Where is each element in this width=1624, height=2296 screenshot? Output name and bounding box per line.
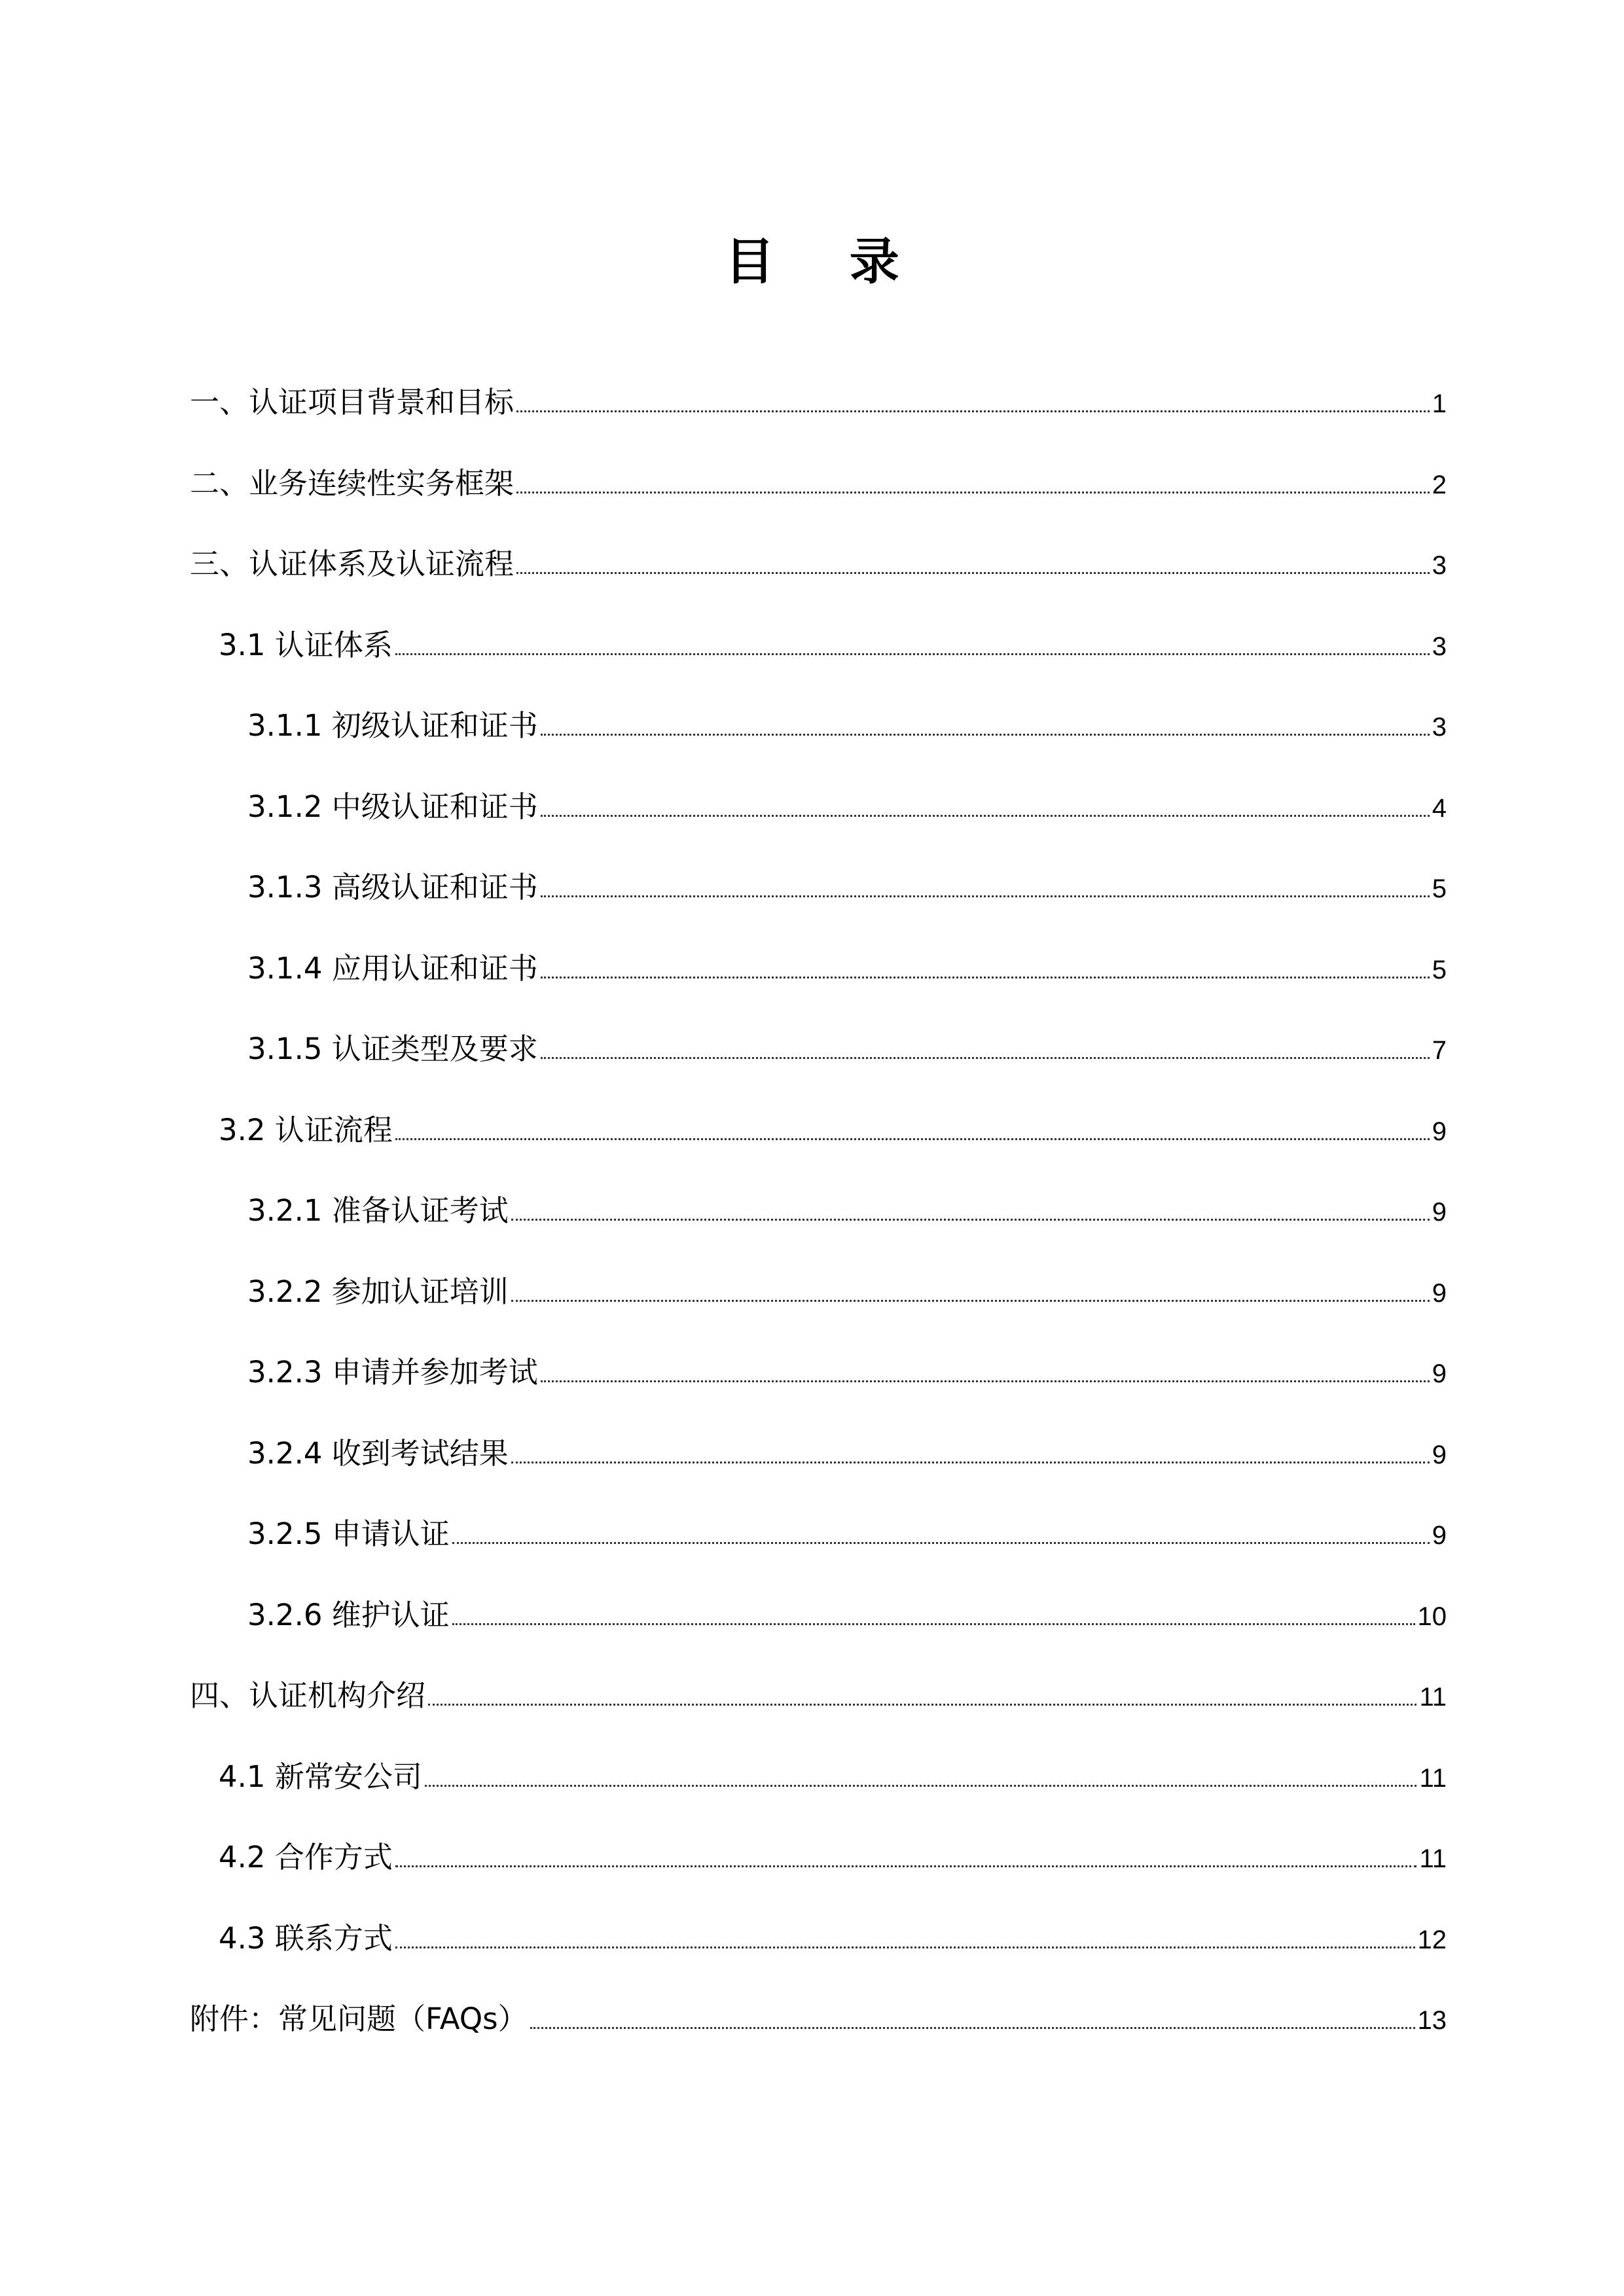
toc-dot-leader <box>511 1461 1430 1463</box>
toc-page-number: 4 <box>1432 793 1447 823</box>
toc-entry[interactable] <box>190 1835 1447 1916</box>
toc-page-number: 11 <box>1419 1763 1447 1793</box>
toc-entry-label: 3.1.5 认证类型及要求 <box>247 1031 538 1066</box>
toc-entry-label: 3.2.1 准备认证考试 <box>247 1193 509 1228</box>
toc-entry[interactable] <box>190 1188 1447 1269</box>
toc-entry-label: 4.3 联系方式 <box>219 1920 393 1956</box>
toc-page-number: 10 <box>1417 1602 1447 1631</box>
toc-entry-label: 3.1 认证体系 <box>219 627 393 662</box>
toc-page-number: 9 <box>1432 1117 1447 1146</box>
toc-entry-label: 3.1.3 高级认证和证书 <box>247 870 538 905</box>
toc-page-number: 13 <box>1417 2006 1447 2035</box>
toc-page-number: 11 <box>1419 1683 1447 1712</box>
toc-dot-leader <box>541 814 1430 817</box>
toc-entry[interactable] <box>190 1754 1447 1835</box>
toc-dot-leader <box>516 491 1430 493</box>
toc-entry-label: 3.2.3 申请并参加考试 <box>247 1355 538 1390</box>
toc-dot-leader <box>425 1784 1417 1787</box>
toc-dot-leader <box>452 1623 1415 1625</box>
toc-entry[interactable] <box>190 784 1447 865</box>
toc-entry[interactable] <box>190 541 1447 622</box>
toc-dot-leader <box>541 1380 1430 1382</box>
toc-dot-leader <box>395 653 1430 655</box>
toc-dot-leader <box>395 1865 1417 1867</box>
toc-dot-leader <box>541 895 1430 897</box>
toc-entry-label: 四、认证机构介绍 <box>190 1678 426 1713</box>
toc-page-number: 9 <box>1432 1521 1447 1550</box>
toc-dot-leader <box>511 1299 1430 1302</box>
toc-entry-label: 3.2.2 参加认证培训 <box>247 1274 509 1309</box>
toc-entry[interactable] <box>190 1592 1447 1674</box>
toc-entry[interactable] <box>190 703 1447 784</box>
toc-entry-label: 3.2.6 维护认证 <box>247 1597 450 1632</box>
toc-dot-leader <box>541 976 1430 978</box>
toc-entry[interactable] <box>190 1350 1447 1431</box>
toc-entry[interactable] <box>190 622 1447 704</box>
toc-page-number: 5 <box>1432 955 1447 984</box>
toc-page-number: 9 <box>1432 1198 1447 1227</box>
toc-entry[interactable] <box>190 1673 1447 1754</box>
toc-entry[interactable] <box>190 1026 1447 1107</box>
toc-dot-leader <box>452 1541 1430 1544</box>
table-of-contents <box>190 380 1447 2077</box>
toc-page-number: 3 <box>1432 551 1447 580</box>
toc-entry-label: 3.1.2 中级认证和证书 <box>247 789 538 824</box>
toc-page-number: 11 <box>1419 1844 1447 1873</box>
toc-page-number: 9 <box>1432 1278 1447 1308</box>
toc-entry[interactable] <box>190 461 1447 542</box>
toc-entry-label: 3.2.4 收到考试结果 <box>247 1435 509 1471</box>
toc-entry-label: 一、认证项目背景和目标 <box>190 385 514 420</box>
toc-entry-label: 3.1.1 初级认证和证书 <box>247 708 538 743</box>
toc-dot-leader <box>511 1218 1430 1221</box>
toc-entry-label: 附件：常见问题（FAQs） <box>190 2001 528 2036</box>
toc-dot-leader <box>541 733 1430 736</box>
toc-page-number: 3 <box>1432 632 1447 661</box>
toc-dot-leader <box>541 1056 1430 1059</box>
toc-entry-label: 3.2.5 申请认证 <box>247 1516 450 1551</box>
toc-dot-leader <box>516 571 1430 574</box>
toc-dot-leader <box>395 1946 1415 1948</box>
toc-page-number: 2 <box>1432 470 1447 499</box>
toc-entry[interactable] <box>190 946 1447 1027</box>
toc-entry[interactable] <box>190 1916 1447 1997</box>
toc-entry-label: 二、业务连续性实务框架 <box>190 465 514 501</box>
toc-entry[interactable] <box>190 865 1447 946</box>
toc-dot-leader <box>395 1138 1430 1140</box>
toc-page-number: 3 <box>1432 713 1447 742</box>
toc-page-number: 9 <box>1432 1359 1447 1388</box>
toc-dot-leader <box>516 410 1430 412</box>
toc-entry[interactable] <box>190 1269 1447 1350</box>
toc-entry[interactable] <box>190 1511 1447 1592</box>
toc-page-number: 1 <box>1432 389 1447 418</box>
toc-entry[interactable] <box>190 1431 1447 1512</box>
toc-entry-label: 4.2 合作方式 <box>219 1840 393 1874</box>
toc-entry[interactable] <box>190 1107 1447 1189</box>
toc-entry-label: 三、认证体系及认证流程 <box>190 547 514 581</box>
toc-entry[interactable] <box>190 380 1447 461</box>
toc-dot-leader <box>428 1703 1416 1706</box>
toc-entry[interactable] <box>190 1996 1447 2077</box>
toc-entry-label: 3.1.4 应用认证和证书 <box>247 950 538 986</box>
page-title: 目 录 <box>725 232 928 291</box>
toc-entry-label: 4.1 新常安公司 <box>219 1759 422 1794</box>
toc-page-number: 7 <box>1432 1036 1447 1065</box>
toc-page-number: 12 <box>1417 1925 1447 1954</box>
toc-entry-label: 3.2 认证流程 <box>219 1112 393 1147</box>
toc-page-number: 5 <box>1432 874 1447 903</box>
toc-dot-leader <box>530 2026 1415 2029</box>
toc-page-number: 9 <box>1432 1440 1447 1469</box>
